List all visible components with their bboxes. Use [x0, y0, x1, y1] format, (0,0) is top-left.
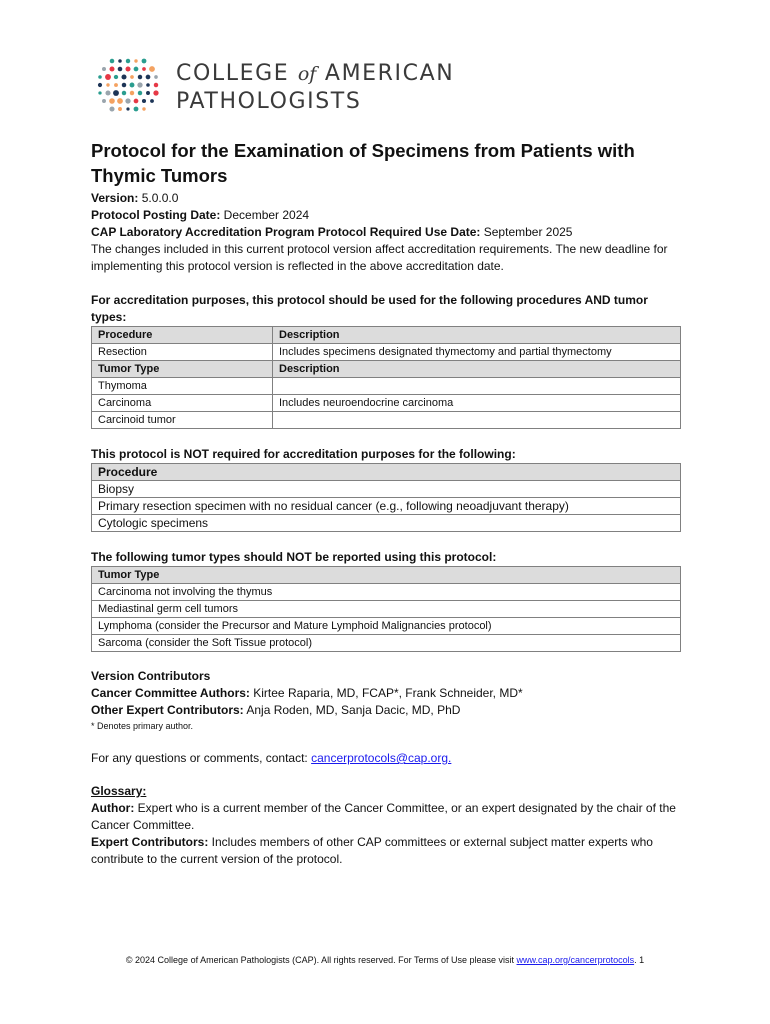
table-row	[92, 635, 681, 652]
table-cell: Sarcoma (consider the Soft Tissue protocol)	[92, 635, 681, 652]
logo-dot	[125, 66, 130, 71]
logo-dot	[137, 82, 142, 87]
logo-dot	[98, 91, 101, 94]
contributors-heading: Version Contributors	[91, 669, 211, 683]
others-label: Other Expert Contributors:	[91, 703, 244, 717]
contact-email-link[interactable]: cancerprotocols@cap.org.	[311, 751, 452, 765]
glossary-heading: Glossary:	[91, 784, 147, 798]
table-header-cell: Description	[273, 327, 681, 344]
table-row	[92, 498, 681, 515]
logo-dot	[98, 75, 102, 79]
logo-dot	[130, 91, 134, 95]
footer-text: © 2024 College of American Pathologists (CAP). All rights reserved. For Terms of Use please visit	[125, 955, 517, 965]
table-cell: Primary resection specimen with no residual cancer (e.g., following neoadjuvant therapy)	[92, 498, 681, 515]
contact-text: For any questions or comments, contact:	[91, 751, 312, 765]
table-header-cell: Procedure	[92, 327, 273, 344]
logo-dot	[134, 67, 139, 72]
logo-dot	[142, 67, 146, 71]
table-row	[92, 344, 681, 361]
logo-dot	[150, 99, 154, 103]
table-header-cell: Tumor Type	[92, 567, 681, 584]
table-header-row	[92, 567, 681, 584]
table-header-row	[92, 361, 681, 378]
table-cell	[273, 412, 681, 429]
logo-dot	[134, 107, 139, 112]
logo-wordmark	[176, 60, 454, 115]
authors-label: Cancer Committee Authors:	[91, 686, 250, 700]
authors-value: Kirtee Raparia, MD, FCAP*, Frank Schneider, MD*	[249, 686, 523, 700]
logo-dot	[142, 107, 145, 110]
table-row	[92, 481, 681, 498]
accreditation-table	[91, 326, 681, 429]
logo-dot	[105, 74, 111, 80]
table-cell: Includes neuroendocrine carcinoma	[273, 395, 681, 412]
not-reported-heading: The following tumor types should NOT be reported using this protocol:	[91, 550, 497, 564]
logo-dot	[146, 75, 151, 80]
others-value: Anja Roden, MD, Sanja Dacic, MD, PhD	[243, 703, 461, 717]
logo-dot	[142, 59, 147, 64]
accreditation-note: The changes included in this current protocol version affect accreditation requirements. The new deadline for implementing this protocol version is reflected in the above accreditation date.	[91, 242, 668, 273]
table-cell: Biopsy	[92, 481, 681, 498]
glossary-expert-label: Expert Contributors:	[91, 835, 209, 849]
logo-dot	[153, 90, 158, 95]
not-required-heading: This protocol is NOT required for accreditation purposes for the following:	[91, 447, 516, 461]
table-cell: Cytologic specimens	[92, 515, 681, 532]
logo-dot	[114, 75, 118, 79]
table-header-row	[92, 464, 681, 481]
logo-dot	[134, 99, 139, 104]
required-date-label: CAP Laboratory Accreditation Program Protocol Required Use Date:	[91, 225, 481, 239]
table-cell: Resection	[92, 344, 273, 361]
table-cell: Thymoma	[92, 378, 273, 395]
logo-dot	[109, 66, 114, 71]
logo-line2: PATHOLOGISTS	[176, 89, 362, 114]
logo-dot	[122, 83, 127, 88]
version-label: Version:	[91, 191, 139, 205]
not-required-table	[91, 463, 681, 532]
glossary-expert-text: Includes members of other CAP committees or external subject matter experts who contribute to the current version of the protocol.	[91, 835, 653, 866]
logo-dot	[102, 67, 106, 71]
logo-dot	[122, 91, 126, 95]
logo-dot	[118, 59, 122, 63]
table-row	[92, 601, 681, 618]
page-footer	[0, 955, 770, 965]
logo-dot	[138, 75, 142, 79]
table-row	[92, 395, 681, 412]
not-reported-table	[91, 566, 681, 652]
logo-dot	[154, 75, 158, 79]
logo-dot	[114, 83, 118, 87]
logo-dot	[102, 99, 106, 103]
logo-dot	[126, 59, 130, 63]
main-content	[91, 138, 681, 868]
logo-dot	[110, 59, 115, 64]
document-title: Protocol for the Examination of Specimens from Patients with Thymic Tumors	[91, 140, 635, 186]
logo-dot	[98, 83, 102, 87]
cap-logo	[94, 56, 474, 116]
table-row	[92, 584, 681, 601]
logo-dot	[126, 107, 129, 110]
table-header-cell: Procedure	[92, 464, 681, 481]
version-contributors	[91, 668, 681, 733]
table-row	[92, 515, 681, 532]
table-cell: Carcinoma not involving the thymus	[92, 584, 681, 601]
table-cell: Mediastinal germ cell tumors	[92, 601, 681, 618]
table-header-cell: Tumor Type	[92, 361, 273, 378]
logo-dot	[118, 107, 122, 111]
posting-date-value: December 2024	[220, 208, 310, 222]
posting-date-label: Protocol Posting Date:	[91, 208, 221, 222]
glossary	[91, 783, 681, 868]
protocol-meta	[91, 190, 681, 275]
logo-dot	[154, 83, 158, 87]
glossary-author-label: Author:	[91, 801, 135, 815]
table-header-row	[92, 327, 681, 344]
logo-line1-of: of	[297, 63, 317, 85]
logo-dot	[130, 75, 134, 79]
logo-dot-mark	[94, 56, 164, 116]
table-row	[92, 618, 681, 635]
logo-line1-a: COLLEGE	[176, 61, 298, 86]
table-header-cell: Description	[273, 361, 681, 378]
version-value: 5.0.0.0	[138, 191, 179, 205]
footer-link[interactable]: www.cap.org/cancerprotocols	[516, 955, 635, 965]
logo-dot	[121, 74, 126, 79]
logo-dot	[105, 90, 110, 95]
logo-dot	[130, 83, 135, 88]
footer-page: . 1	[634, 955, 645, 965]
logo-dot	[149, 66, 155, 72]
logo-dot	[138, 91, 142, 95]
required-date-value: September 2025	[480, 225, 573, 239]
logo-dot	[125, 98, 130, 103]
logo-dot	[113, 90, 119, 96]
primary-author-note: * Denotes primary author.	[91, 721, 194, 731]
logo-dot	[134, 59, 137, 62]
table-cell: Carcinoma	[92, 395, 273, 412]
table-cell: Includes specimens designated thymectomy and partial thymectomy	[273, 344, 681, 361]
table-cell: Lymphoma (consider the Precursor and Mature Lymphoid Malignancies protocol)	[92, 618, 681, 635]
logo-line1-c: AMERICAN	[316, 61, 455, 86]
accreditation-heading: For accreditation purposes, this protocol should be used for the following procedures AND tumor types:	[91, 293, 648, 324]
glossary-author-text: Expert who is a current member of the Cancer Committee, or an expert designated by the chair of the Cancer Committee.	[91, 801, 676, 832]
table-cell: Carcinoid tumor	[92, 412, 273, 429]
logo-dot	[106, 83, 109, 86]
table-row	[92, 412, 681, 429]
logo-dot	[142, 99, 146, 103]
table-cell	[273, 378, 681, 395]
logo-dot	[109, 98, 115, 104]
table-row	[92, 378, 681, 395]
logo-dot	[146, 91, 150, 95]
logo-dot	[109, 106, 114, 111]
logo-dot	[118, 67, 123, 72]
logo-dot	[117, 98, 123, 104]
logo-dot	[146, 83, 150, 87]
contact-line	[91, 751, 681, 765]
